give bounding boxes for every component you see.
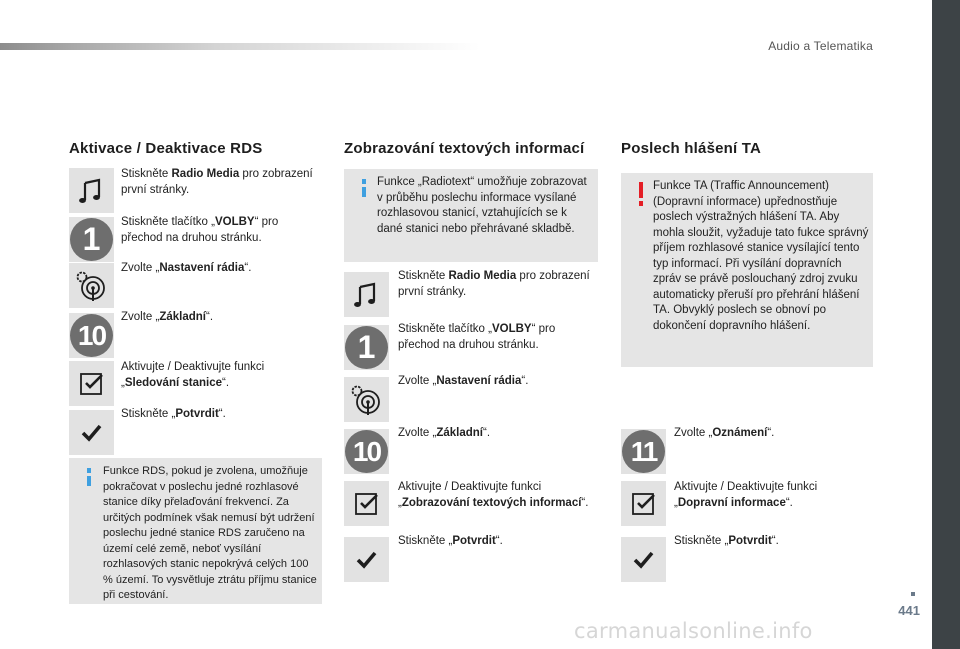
- music-note-icon: [69, 168, 114, 213]
- page-marker: [911, 592, 915, 596]
- watermark: carmanualsonline.info: [574, 619, 813, 643]
- step-number-badge: 1: [344, 325, 389, 370]
- middle-step-3: Zvolte „Nastavení rádia“.: [398, 375, 529, 387]
- right-step-1: Zvolte „Oznámení“.: [674, 427, 775, 439]
- warning-icon: [639, 182, 643, 198]
- left-step-6: Stiskněte „Potvrdit“.: [121, 408, 226, 420]
- checklist-icon: [69, 361, 114, 406]
- right-step-2: Aktivujte / Deaktivujte funkci „Dopravní informace“.: [674, 481, 818, 509]
- middle-step-1: Stiskněte Radio Media pro zobrazení první stránky.: [398, 270, 590, 298]
- info-icon: [87, 468, 91, 473]
- right-column-title: Poslech hlášení TA: [621, 140, 762, 157]
- page-side-bar: [932, 0, 960, 649]
- page-number: 441: [898, 603, 920, 618]
- header-gradient-bar: [0, 43, 480, 50]
- checkmark-icon: [344, 537, 389, 582]
- step-number-badge: 10: [69, 313, 114, 358]
- middle-info-box: Funkce „Radiotext“ umožňuje zobrazovat v průběhu poslechu informace vysílané rozhlasovou stanicí, vztahujících se k dané stanici nebo přehrávané skladbě.: [344, 169, 598, 262]
- left-step-2: Stiskněte tlačítko „VOLBY“ pro přechod na druhou stránku.: [121, 216, 279, 244]
- right-step-3: Stiskněte „Potvrdit“.: [674, 535, 779, 547]
- middle-step-2: Stiskněte tlačítko „VOLBY“ pro přechod na druhou stránku.: [398, 323, 556, 351]
- middle-step-5: Aktivujte / Deaktivujte funkci „Zobrazování textových informací“.: [398, 481, 589, 509]
- checkmark-icon: [69, 410, 114, 455]
- middle-step-6: Stiskněte „Potvrdit“.: [398, 535, 503, 547]
- step-number-badge: 11: [621, 429, 666, 474]
- checklist-icon: [621, 481, 666, 526]
- section-title: Audio a Telematika: [768, 39, 873, 53]
- music-note-icon: [344, 272, 389, 317]
- left-step-5: Aktivujte / Deaktivujte funkci „Sledování stanice“.: [121, 361, 265, 389]
- middle-column-title: Zobrazování textových informací: [344, 140, 585, 157]
- left-column-title: Aktivace / Deaktivace RDS: [69, 140, 263, 157]
- middle-step-4: Zvolte „Základní“.: [398, 427, 491, 439]
- checkmark-icon: [621, 537, 666, 582]
- left-step-1: Stiskněte Radio Media pro zobrazení první stránky.: [121, 168, 313, 196]
- radio-settings-icon: [344, 377, 389, 422]
- step-number-badge: 1: [69, 217, 114, 262]
- checklist-icon: [344, 481, 389, 526]
- info-icon: [362, 179, 366, 184]
- radio-settings-icon: [69, 263, 114, 308]
- left-step-3: Zvolte „Nastavení rádia“.: [121, 262, 252, 274]
- left-info-box: Funkce RDS, pokud je zvolena, umožňuje pokračovat v poslechu jedné rozhlasové stanice díky přelaďování frekvencí. Za určitých podmínek však nemusí být udržení poslechu jedné stanice RDS zaručeno na území celé země, neboť vysílání rozhlasových stanic nepokrývá celých 100 % území. To vysvětluje ztrátu příjmu stanice při cestování.: [69, 458, 322, 604]
- step-number-badge: 10: [344, 429, 389, 474]
- right-warning-box: Funkce TA (Traffic Announcement) (Dopravní informace) upřednostňuje poslech výstražných hlášení TA. Aby mohla sloužit, vyžaduje tato fukce správný příjem rozhlasové stanice vysílající tento typ informací. Při vysílání dopravních zpráv se právě poslouchaný zdroj zvuku automaticky přeruší pro přehrání hlášení TA. Obvyklý poslech se obnoví po dokončení dopravního hlášení.: [621, 173, 873, 367]
- left-step-4: Zvolte „Základní“.: [121, 311, 214, 323]
